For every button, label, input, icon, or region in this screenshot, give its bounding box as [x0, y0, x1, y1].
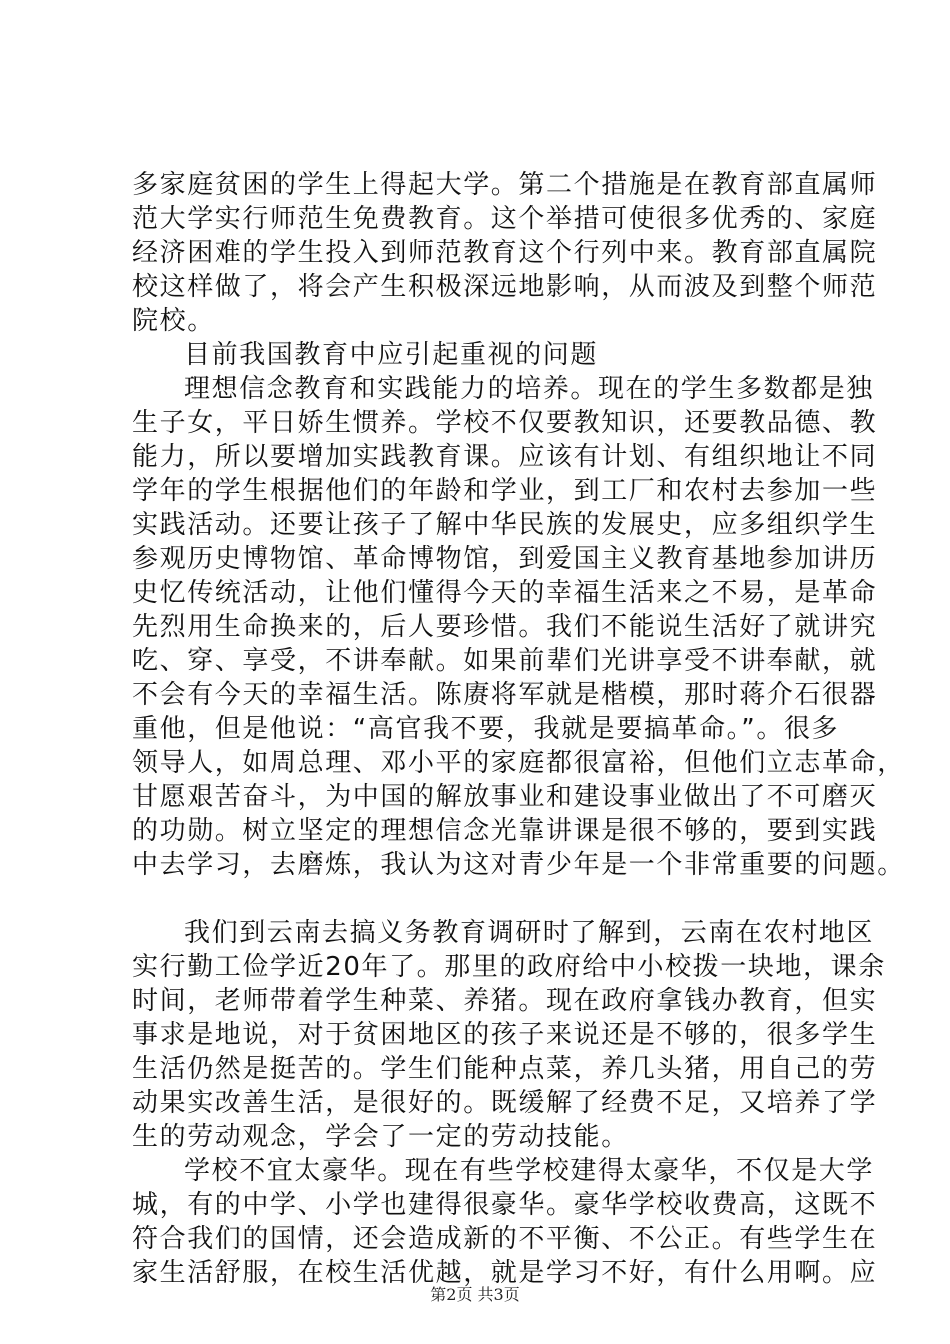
- text-line: 理想信念教育和实践能力的培养。现在的学生多数都是独: [184, 374, 875, 404]
- text-line: 时间，老师带着学生种菜、养猪。现在政府拿钱办教育，但实: [132, 986, 878, 1016]
- text-line: 实行勤工俭学近20年了。那里的政府给中小校拨一块地，课余: [132, 952, 886, 982]
- paragraph-gap: [132, 882, 822, 916]
- text-line: 经济困难的学生投入到师范教育这个行列中来。教育部直属院: [132, 238, 878, 268]
- text-line: 院校。: [132, 306, 215, 336]
- text-line: 生的劳动观念，学会了一定的劳动技能。: [132, 1122, 629, 1152]
- text-line: 符合我们的国情，还会造成新的不平衡、不公正。有些学生在: [132, 1224, 878, 1254]
- document-body: [132, 168, 905, 1290]
- text-line: 家生活舒服，在校生活优越，就是学习不好，有什么用啊。应: [132, 1258, 878, 1288]
- text-line: 城，有的中学、小学也建得很豪华。豪华学校收费高，这既不: [132, 1190, 878, 1220]
- text-line: 甘愿艰苦奋斗，为中国的解放事业和建设事业做出了不可磨灭: [132, 782, 878, 812]
- text-line: 不会有今天的幸福生活。陈赓将军就是楷模，那时蒋介石很器: [132, 680, 878, 710]
- text-line: 事求是地说，对于贫困地区的孩子来说还是不够的，很多学生: [132, 1020, 878, 1050]
- text-line: 吃、穿、享受，不讲奉献。如果前辈们光讲享受不讲奉献，就: [132, 646, 878, 676]
- text-line: 先烈用生命换来的，后人要珍惜。我们不能说生活好了就讲究: [132, 612, 878, 642]
- text-line: 的功勋。树立坚定的理想信念光靠讲课是很不够的，要到实践: [132, 816, 878, 846]
- text-line: 领导人，如周总理、邓小平的家庭都很富裕，但他们立志革命，: [132, 748, 905, 778]
- text-line: 中去学习，去磨炼，我认为这对青少年是一个非常重要的问题。: [132, 850, 905, 880]
- text-line: 生活仍然是挺苦的。学生们能种点菜，养几头猪，用自己的劳: [132, 1054, 878, 1084]
- text-line: 学校不宜太豪华。现在有些学校建得太豪华，不仅是大学: [184, 1156, 875, 1186]
- page-number-footer: 第2页 共3页: [430, 1285, 520, 1304]
- text-line: 能力，所以要增加实践教育课。应该有计划、有组织地让不同: [132, 442, 878, 472]
- text-line: 校这样做了，将会产生积极深远地影响，从而波及到整个师范: [132, 272, 878, 302]
- text-line: 多家庭贫困的学生上得起大学。第二个措施是在教育部直属师: [132, 170, 878, 200]
- section-heading: 目前我国教育中应引起重视的问题: [184, 340, 599, 370]
- text-line: 实践活动。还要让孩子了解中华民族的发展史，应多组织学生: [132, 510, 878, 540]
- text-line: 重他，但是他说：“高官我不要，我就是要搞革命。”。很多: [132, 714, 840, 744]
- text-line: 范大学实行师范生免费教育。这个举措可使很多优秀的、家庭: [132, 204, 878, 234]
- text-line: 生子女，平日娇生惯养。学校不仅要教知识，还要教品德、教: [132, 408, 878, 438]
- text-line: 学年的学生根据他们的年龄和学业，到工厂和农村去参加一些: [132, 476, 878, 506]
- text-line: 参观历史博物馆、革命博物馆，到爱国主义教育基地参加讲历: [132, 544, 878, 574]
- text-line: 我们到云南去搞义务教育调研时了解到，云南在农村地区: [184, 918, 875, 948]
- text-line: 动果实改善生活，是很好的。既缓解了经费不足，又培养了学: [132, 1088, 878, 1118]
- text-line: 史忆传统活动，让他们懂得今天的幸福生活来之不易，是革命: [132, 578, 878, 608]
